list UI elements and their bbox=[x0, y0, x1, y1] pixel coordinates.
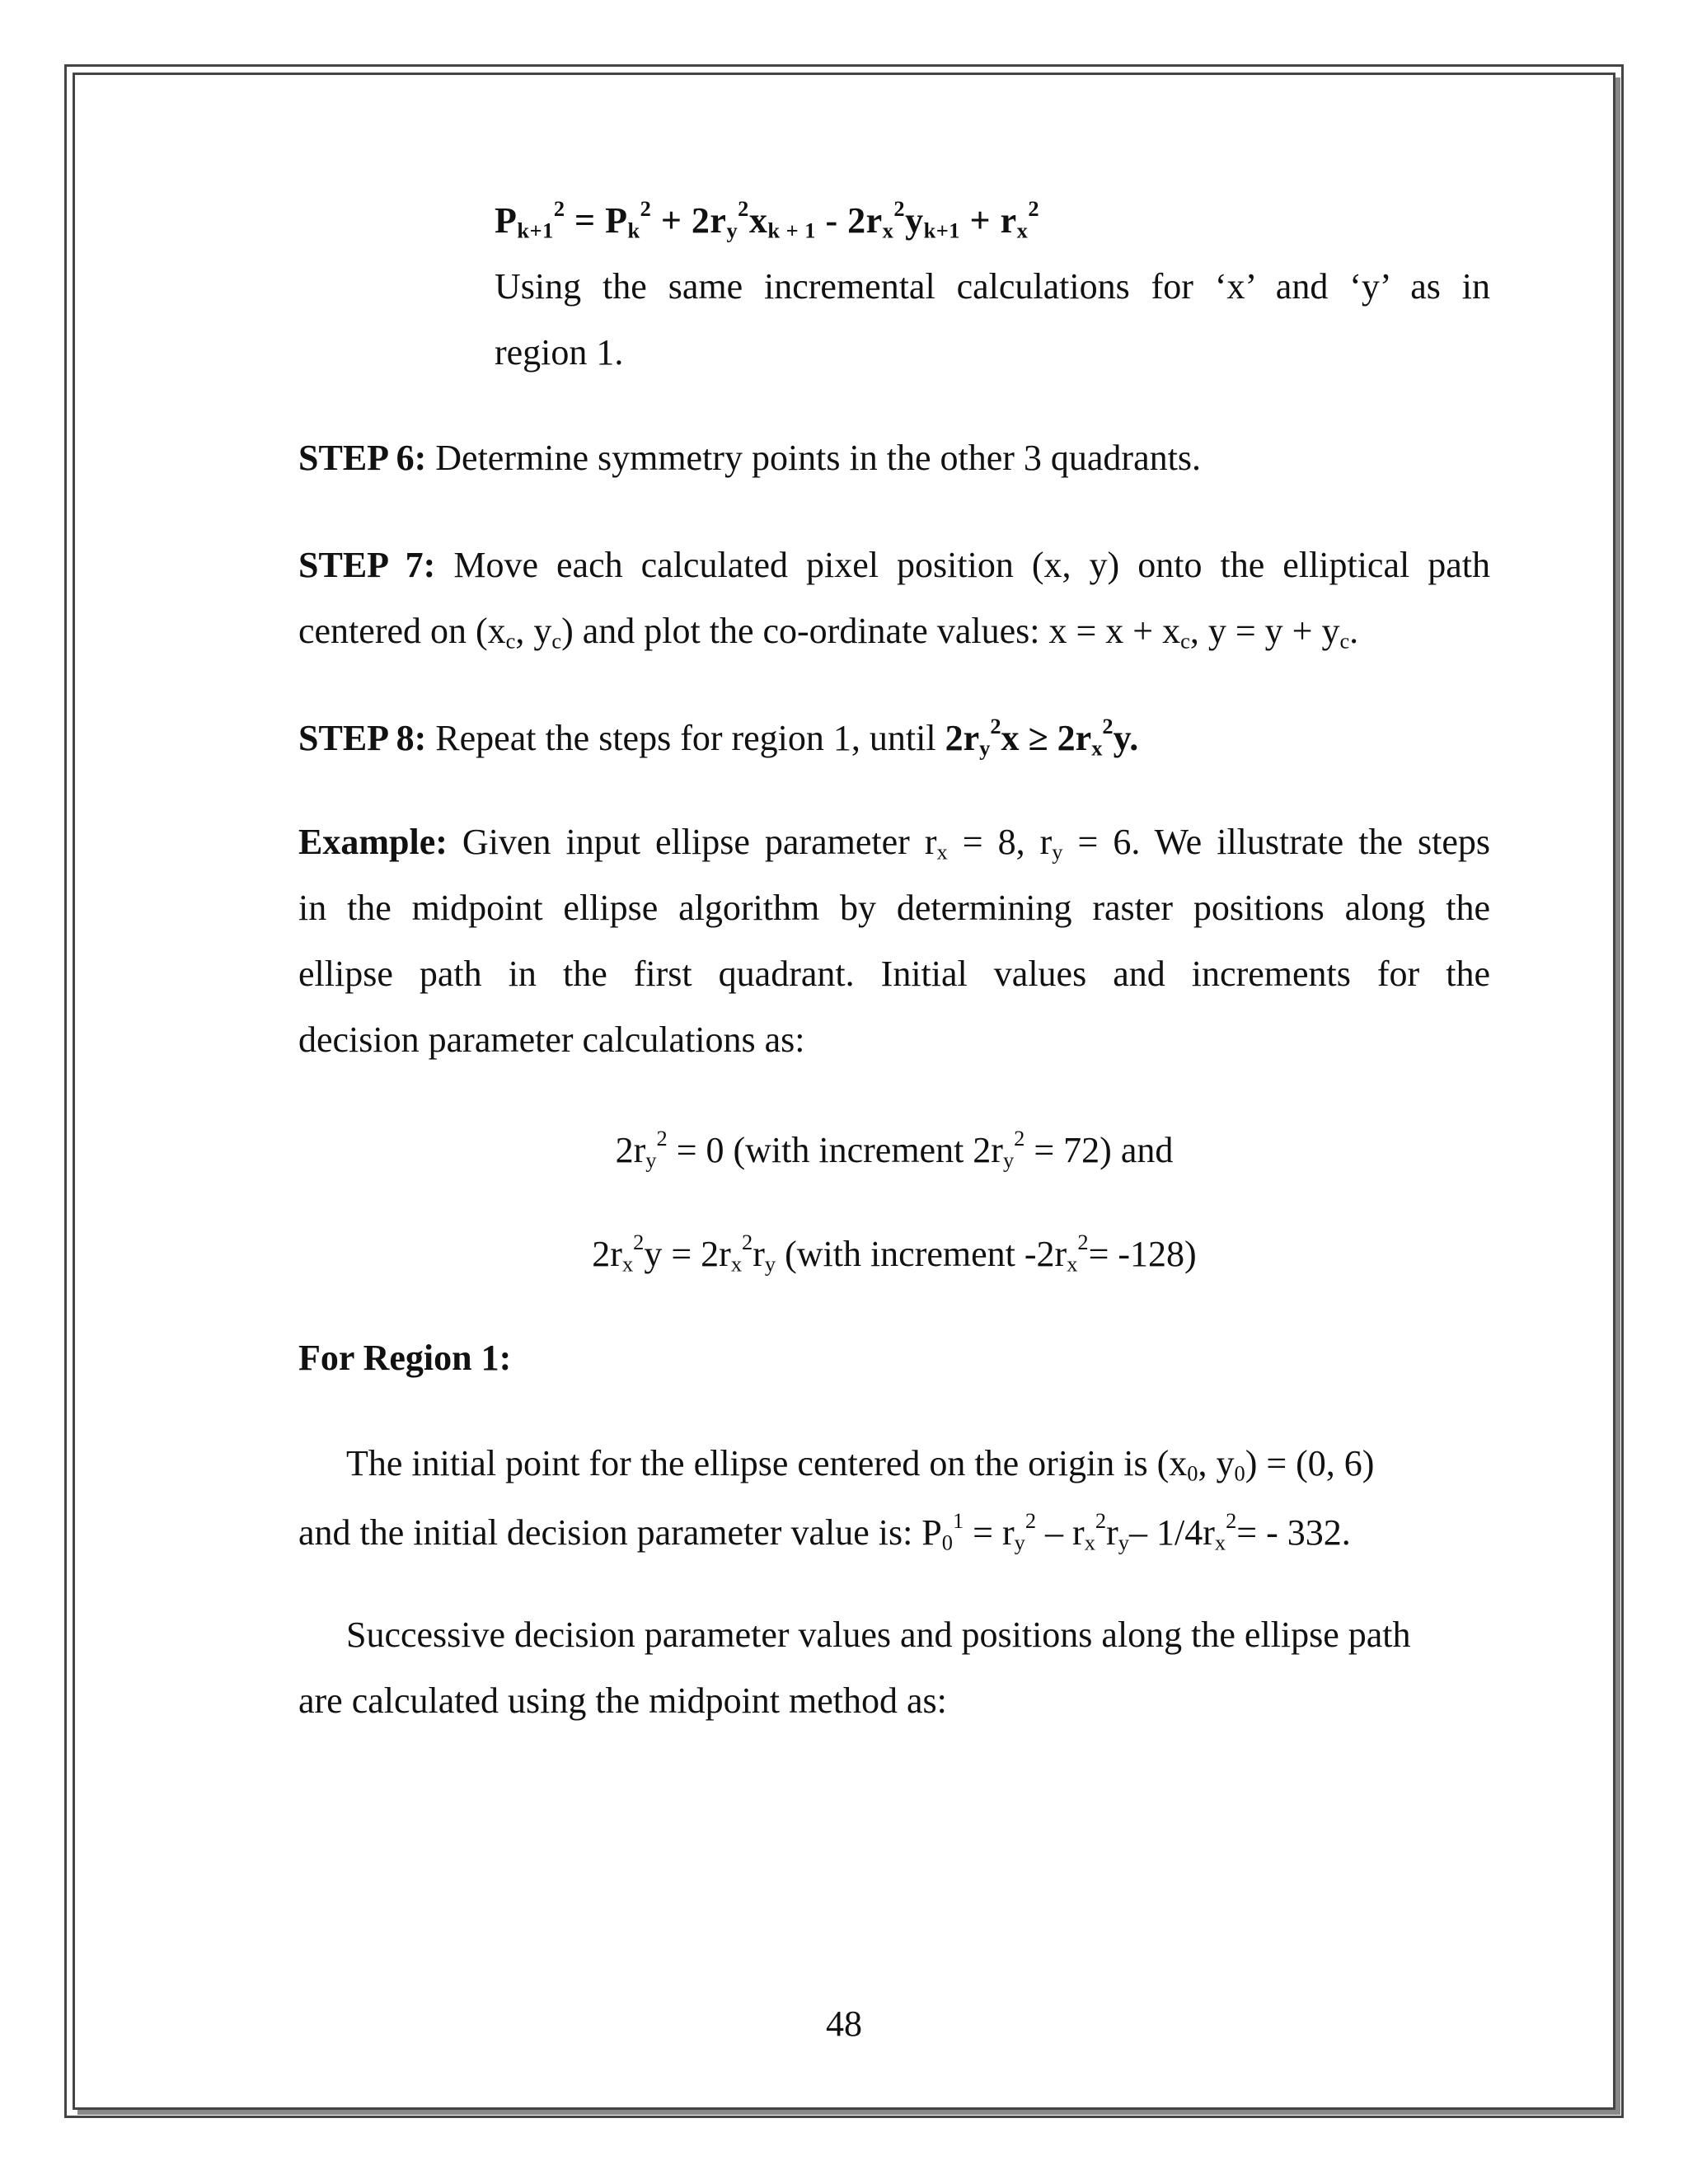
initial-point-line-2: and the initial decision parameter value is: $P_0^1 = r_y^2 - r_x^2r_y-$ $1/4r_x^2= - 332$. bbox=[298, 1508, 1351, 1555]
recurrence-formula: $P_{k+1}^2 = P_k^2 + 2r_y^2x_{k + 1} - 2r_x^2y_{k+1} + r_x^2$ bbox=[495, 196, 1040, 243]
example-line-1: Example: Given input ellipse parameter $r_x = 8$, $r_y = 6$. We illustrate the steps bbox=[298, 822, 1491, 865]
successive-line-1: Successive decision parameter values and positions along the ellipse path bbox=[346, 1615, 1411, 1655]
page-number: 48 bbox=[826, 2004, 862, 2044]
example-line-4: decision parameter calculations as: bbox=[298, 1019, 805, 1060]
initial-point-line-1: The initial point for the ellipse centered on the origin is ($x_0$, $y_0) = (0$, 6) bbox=[346, 1443, 1375, 1486]
incremental-line-2: region 1. bbox=[495, 332, 624, 373]
step-8-condition: $2r_y^2x \ge 2r_x^2y$. bbox=[945, 714, 1139, 761]
region-1-heading: For Region 1: bbox=[298, 1338, 512, 1378]
example-line-3: ellipse path in the first quadrant. Initial values and increments for the bbox=[298, 954, 1490, 994]
step-8: STEP 8: Repeat the steps for region 1, until $2r_y^2x \ge 2r_x^2y$. bbox=[298, 714, 1139, 761]
step-8-label: STEP 8: bbox=[298, 717, 427, 758]
increment-formula-2: $2r_x^2y = 2r_x^2r_y$ (with increment $-2r_x^2= -128$) bbox=[592, 1230, 1197, 1277]
incremental-line-1: Using the same incremental calculations for ‘x’ and ‘y’ as in bbox=[495, 266, 1490, 307]
page-border-inner bbox=[73, 73, 1615, 2110]
example-line-2: in the midpoint ellipse algorithm by determining raster positions along the bbox=[298, 888, 1490, 928]
step-6: STEP 6: Determine symmetry points in the other 3 quadrants. bbox=[298, 438, 1201, 478]
step-7-line-1: STEP 7: Move each calculated pixel position (x, y) onto the elliptical path bbox=[298, 545, 1490, 585]
step-7-label: STEP 7: bbox=[298, 545, 436, 585]
step-6-label: STEP 6: bbox=[298, 438, 427, 478]
example-label: Example: bbox=[298, 822, 448, 862]
successive-line-2: are calculated using the midpoint method as: bbox=[298, 1680, 947, 1721]
increment-formula-1: $2r_y^2 = 0$ (with increment $2r_y^2 = 72$) and bbox=[615, 1126, 1174, 1173]
step-7-line-2: centered on ($x_c$, $y_c$) and plot the co-ordinate values: $x = x + x_c$, $y = y + y_c$. bbox=[298, 611, 1359, 654]
